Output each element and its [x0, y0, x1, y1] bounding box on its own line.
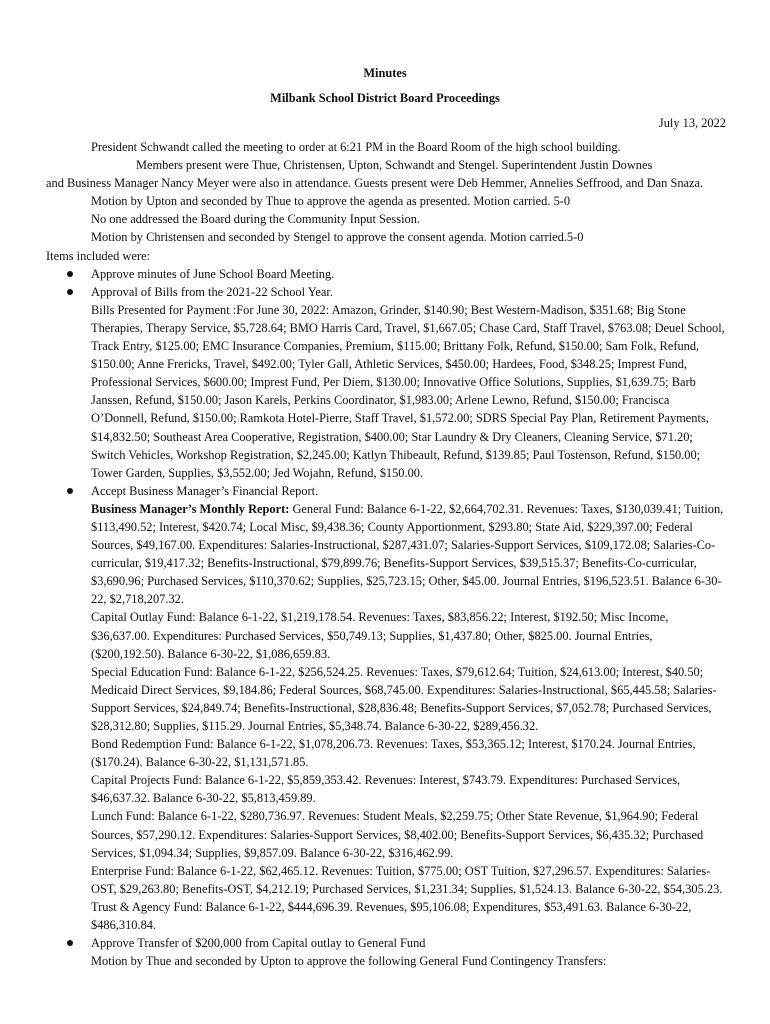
item-detail-paragraph — [91, 862, 726, 898]
consent-item-label: Approve minutes of June School Board Meeting. — [91, 266, 335, 281]
consent-item-label: Approval of Bills from the 2021-22 School Year. — [91, 284, 333, 299]
item-detail-paragraph — [91, 807, 726, 861]
items-intro: Items included were: — [46, 248, 150, 263]
call-to-order-paragraph: President Schwandt called the meeting to order at 6:21 PM in the Board Room of the high school building. — [91, 140, 621, 154]
attendance-paragraph — [46, 156, 726, 192]
consent-items-list — [46, 265, 726, 971]
item-detail-paragraph — [91, 952, 726, 970]
item-detail-paragraph — [91, 301, 726, 482]
bullet-icon — [67, 488, 73, 494]
consent-item — [46, 265, 726, 283]
item-detail-paragraph — [91, 735, 726, 771]
minutes-body — [46, 138, 726, 970]
bullet-icon — [67, 940, 73, 946]
item-detail-paragraph — [91, 898, 726, 934]
consent-item — [46, 482, 726, 934]
detail-text: Special Education Fund: Balance 6-1-22, $256,524.25. Revenues: Taxes, $79,612.64; Tuition, $24,613.00; Interest, $40.50; Medicaid Direct Services, $9,184.86; Federal Sources, $68,745.00. Expenditures: Salaries-Instructional, $65,445.58; Salaries-Support Services, $24,849.74; Benefits-Instructional, $28,836.48; Benefits-Support Services, $7,052.78; Purchased Services, $28,312.80; Supplies, $115.29. Journal Entries, $5,348.74. Balance 6-30-22, $289,456.32. — [91, 664, 717, 733]
bullet-icon — [67, 271, 73, 277]
agenda-motion-paragraph: Motion by Upton and seconded by Thue to approve the agenda as presented. Motion carried. 5-0 — [91, 194, 571, 209]
detail-text: Capital Projects Fund: Balance 6-1-22, $5,859,353.42. Revenues: Interest, $743.79. Expenditures: Purchased Services, $46,637.32. Balance 6-30-22, $5,813,459.89. — [91, 773, 681, 806]
item-detail-paragraph — [91, 608, 726, 662]
detail-text: Bond Redemption Fund: Balance 6-1-22, $1,078,206.73. Revenues: Taxes, $53,365.12; Interest, $170.24. Journal Entries, ($170.24). Balance 6-30-22, $1,131,571.85. — [91, 737, 696, 770]
detail-text: Trust & Agency Fund: Balance 6-1-22, $444,696.39. Revenues, $95,106.08; Expenditures, $53,491.63. Balance 6-30-22, $486,310.84. — [91, 899, 692, 933]
meeting-date: July 13, 2022 — [658, 116, 726, 130]
item-detail-paragraph — [91, 500, 726, 609]
consent-item — [46, 934, 726, 970]
detail-text: Capital Outlay Fund: Balance 6-1-22, $1,219,178.54. Revenues: Taxes, $83,856.22; Interest, $192.50; Misc Income, $36,637.00. Expenditures: Purchased Services, $50,749.13; Supplies, $1,437.80; Other, $825.00. Journal Entries, ($200,192.50). Balance 6-30-22, $1,086,659.83. — [91, 610, 669, 661]
consent-agenda-paragraph: Motion by Christensen and seconded by Stengel to approve the consent agenda. Motion carried.5-0 — [91, 230, 584, 245]
consent-item-label: Approve Transfer of $200,000 from Capital outlay to General Fund — [91, 936, 426, 951]
detail-text: Lunch Fund: Balance 6-1-22, $280,736.97. Revenues: Student Meals, $2,259.75; Other State Revenue, $1,964.90; Federal Sources, $57,290.12. Expenditures: Salaries-Support Services, $8,402.00; Benefits-Support Services, $6,435.32; Purchased Services, $1,094.34; Supplies, $9,857.09. Balance 6-30-22, $316,462.99. — [91, 809, 704, 860]
detail-text: Motion by Thue and seconded by Upton to approve the following General Fund Contingency Transfers: — [91, 954, 607, 969]
document-subtitle: Milbank School District Board Proceedings — [270, 91, 500, 105]
detail-text: Bills Presented for Payment :For June 30, 2022: Amazon, Grinder, $140.90; Best Western-Madison, $351.68; Big Stone Therapies, Therapy Service, $5,728.64; BMO Harris Card, Travel, $1,667.05; Chase Card, Staff Travel, $763.08; Deuel School, Track Entry, $125.00; EMC Insurance Companies, Premium, $115.00; Brittany Folk, Refund, $150.00; Sam Folk, Refund, $150.00; Anne Frericks, Travel, $492.00; Tyler Gall, Athletic Services, $450.00; Hardees, Food, $348.25; Imprest Fund, Professional Services, $600.00; Imprest Fund, Per Diem, $130.00; Innovative Office Solutions, Supplies, $1,639.75; Barb Janssen, Refund, $150.00; Jason Karels, Perkins Coordinator, $1,983.00; Arlene Lewno, Refund, $150.00; Francisca O’Donnell, Refund, $150.00; Ramkota Hotel-Pierre, Staff Travel, $1,572.00; SDRS Special Pay Plan, Retirement Payments, $14,832.50; Southeast Area Cooperative, Registration, $400.00; Star Laundry & Dry Cleaners, Cleaning Service, $71.20; Switch Vehicles, Workshop Registration, $2,245.00; Katlyn Thibeault, Refund, $139.85; Paul Tostenson, Refund, $150.00; Tower Garden, Supplies, $3,552.00; Jed Wojahn, Refund, $150.00. — [91, 302, 725, 480]
document-title: Minutes — [363, 66, 407, 80]
attendance-first-line: Members present were Thue, Christensen, Upton, Schwandt and Stengel. Superintendent Justin Downes — [136, 158, 653, 173]
item-detail-paragraph — [91, 663, 726, 735]
attendance-continuation: and Business Manager Nancy Meyer were also in attendance. Guests present were Deb Hemmer, Annelies Seffrood, and Dan Snaza. — [46, 176, 704, 191]
consent-item — [46, 283, 726, 482]
detail-text: Enterprise Fund: Balance 6-1-22, $62,465.12. Revenues: Tuition, $775.00; OST Tuition, $27,296.57. Expenditures: Salaries-OST, $29,263.80; Benefits-OST, $4,212.19; Purchased Services, $1,231.34; Supplies, $1,524.13. Balance 6-30-22, $54,305.23. — [91, 863, 723, 896]
report-heading: Business Manager’s Monthly Report: — [91, 501, 290, 516]
item-detail-paragraph — [91, 771, 726, 807]
community-input-paragraph: No one addressed the Board during the Community Input Session. — [91, 212, 420, 227]
bullet-icon — [67, 289, 73, 295]
consent-item-label: Accept Business Manager’s Financial Report. — [91, 483, 319, 498]
detail-text: General Fund: Balance 6-1-22, $2,664,702.31. Revenues: Taxes, $130,039.41; Tuition, $113,490.52; Interest, $420.74; Local Misc, $9,438.36; County Apportionment, $293.80; State Aid, $229,397.00; Federal Sources, $49,167.00. Expenditures: Salaries-Instructional, $287,431.07; Salaries-Support Services, $109,172.08; Salaries-Co-curricular, $19,417.32; Benefits-Instructional, $79,899.76; Benefits-Support Services, $39,515.37; Benefits-Co-curricular, $3,690.96; Purchased Services, $110,370.62; Supplies, $25,723.15; Other, $45.00. Journal Entries, $196,523.51. Balance 6-30-22, $2,718,207.32. — [91, 501, 724, 607]
